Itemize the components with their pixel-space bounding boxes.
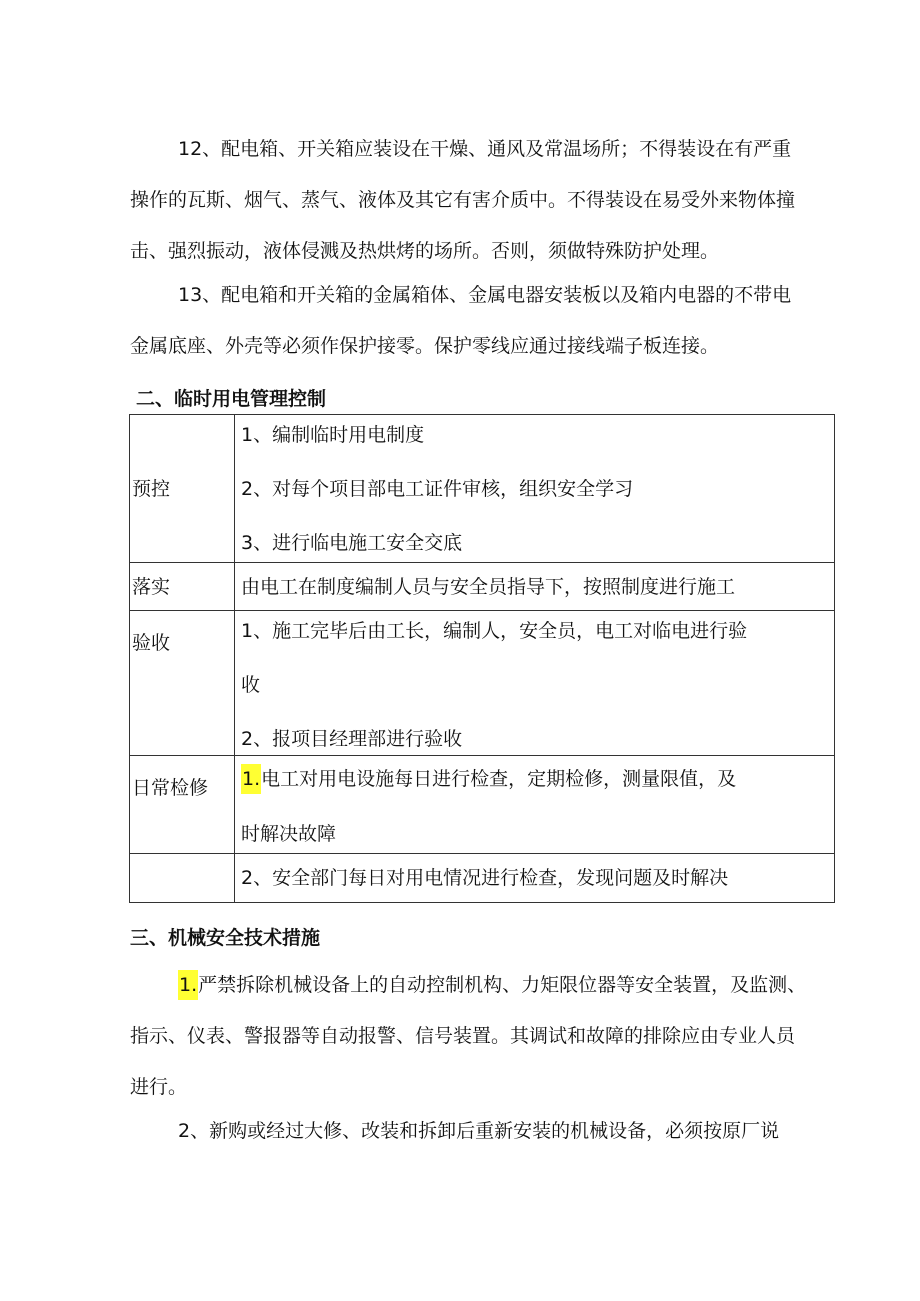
row-label-acceptance: [130, 611, 235, 756]
text-line: 操作的瓦斯、烟气、蒸气、液体及其它有害介质中。不得装设在易受外来物体撞: [130, 189, 796, 211]
row-content: [235, 756, 835, 854]
section-heading-temporary-power: 二、临时用电管理控制: [136, 388, 327, 410]
text-line: 金属底座、外壳等必须作保护接零。保护零线应通过接线端子板连接。: [130, 335, 720, 357]
row-label-daily-maintenance: [130, 756, 235, 854]
row-label-empty: [130, 854, 235, 903]
text-segment: 严禁拆除机械设备上的自动控制机构、力矩限位器等安全装置，及监测、: [198, 974, 807, 996]
row-label-precontrol: [130, 415, 235, 563]
highlighted-number: 1.: [241, 764, 261, 794]
section-heading-machinery-safety: 三、机械安全技术措施: [130, 927, 321, 949]
row-content: [235, 563, 835, 611]
text-line: [130, 960, 835, 1011]
table-row: [130, 756, 835, 854]
row-label-text: 预控: [132, 477, 171, 500]
cell-text-line: 由电工在制度编制人员与安全员指导下，按照制度进行施工: [241, 575, 736, 598]
text-line: 2、新购或经过大修、改装和拆卸后重新安装的机械设备，必须按原厂说: [178, 1120, 780, 1142]
cell-text-line: [241, 764, 834, 794]
cell-text-line: 1、编制临时用电制度: [241, 424, 425, 446]
row-content: [235, 415, 835, 563]
power-control-table: [129, 414, 835, 903]
cell-text-line: 2、报项目经理部进行验收: [241, 728, 463, 750]
row-content: [235, 854, 835, 903]
cell-text-line: 1、施工完毕后由工长，编制人，安全员，电工对临电进行验: [241, 620, 748, 642]
paragraph-item-13: [130, 270, 835, 372]
cell-text-line: 2、对每个项目部电工证件审核，组织安全学习: [241, 478, 634, 500]
cell-text-line: 时解决故障: [241, 823, 337, 845]
row-label-text: 落实: [132, 575, 171, 598]
text-line: 12、配电箱、开关箱应装设在干燥、通风及常温场所；不得装设在有严重: [178, 138, 792, 160]
table-row: [130, 415, 835, 563]
cell-text-line: 2、安全部门每日对用电情况进行检查，发现问题及时解决: [241, 867, 729, 889]
cell-text-line: 3、进行临电施工安全交底: [241, 532, 463, 554]
cell-text: 电工对用电设施每日进行检查，定期检修，测量限值，及: [261, 768, 737, 790]
text-line: 指示、仪表、警报器等自动报警、信号装置。其调试和故障的排除应由专业人员: [130, 1025, 796, 1047]
row-content: [235, 611, 835, 756]
row-label-text: 验收: [132, 632, 171, 654]
cell-text-line: 收: [241, 674, 261, 696]
row-label-text: 日常检修: [132, 777, 209, 799]
table-row: [130, 611, 835, 756]
text-line: 进行。: [130, 1076, 188, 1098]
table-row: [130, 563, 835, 611]
text-line: 击、强烈振动，液体侵溅及热烘烤的场所。否则，须做特殊防护处理。: [130, 240, 720, 262]
paragraph-item-12: [130, 124, 835, 277]
highlighted-number: 1.: [178, 970, 198, 1000]
text-line: 13、配电箱和开关箱的金属箱体、金属电器安装板以及箱内电器的不带电: [178, 284, 792, 306]
paragraph-machinery-item-1: [130, 960, 835, 1113]
table-row: [130, 854, 835, 903]
paragraph-machinery-item-2: [130, 1106, 835, 1157]
row-label-implement: [130, 563, 235, 611]
